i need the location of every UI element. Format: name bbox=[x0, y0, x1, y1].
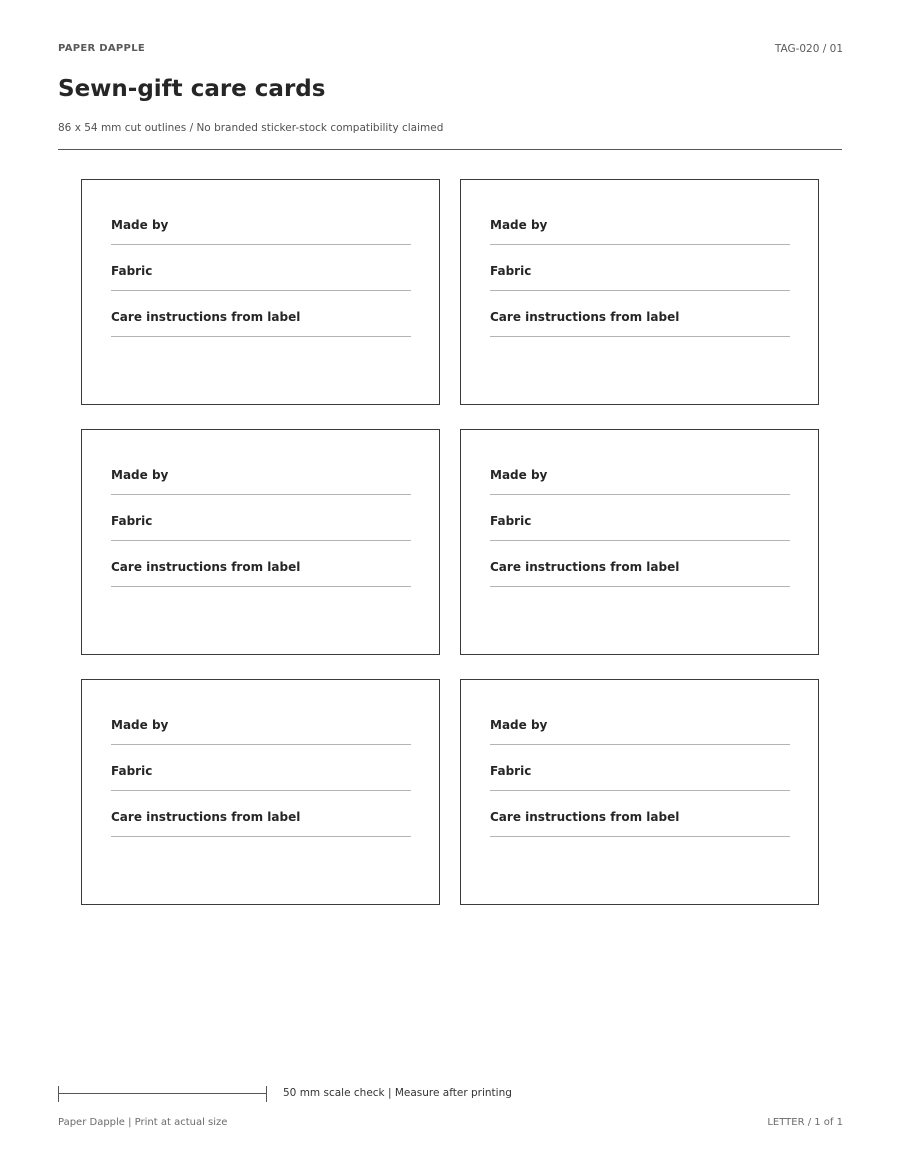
document-id: TAG-020 / 01 bbox=[774, 43, 843, 55]
field-label: Made by bbox=[490, 218, 548, 232]
care-card bbox=[81, 679, 440, 905]
write-in-line bbox=[490, 290, 790, 291]
field-label: Care instructions from label bbox=[490, 560, 680, 574]
write-in-line bbox=[490, 836, 790, 837]
page-subtitle: 86 x 54 mm cut outlines / No branded sticker-stock compatibility claimed bbox=[58, 122, 444, 134]
field-label: Care instructions from label bbox=[111, 560, 301, 574]
card-field-made-by bbox=[490, 216, 790, 262]
card-field-made-by bbox=[490, 716, 790, 762]
card-field-fabric bbox=[490, 762, 790, 808]
field-label: Fabric bbox=[111, 514, 153, 528]
care-card bbox=[460, 429, 819, 655]
card-field-care bbox=[490, 808, 790, 854]
care-card bbox=[81, 429, 440, 655]
card-field-care bbox=[111, 808, 411, 854]
field-label: Made by bbox=[111, 468, 169, 482]
write-in-line bbox=[490, 790, 790, 791]
field-label: Made by bbox=[490, 468, 548, 482]
card-field-made-by bbox=[111, 216, 411, 262]
write-in-line bbox=[111, 744, 411, 745]
write-in-line bbox=[111, 586, 411, 587]
field-label: Made by bbox=[111, 718, 169, 732]
field-label: Care instructions from label bbox=[111, 810, 301, 824]
write-in-line bbox=[111, 836, 411, 837]
field-label: Made by bbox=[111, 218, 169, 232]
care-card bbox=[81, 179, 440, 405]
write-in-line bbox=[490, 244, 790, 245]
write-in-line bbox=[111, 290, 411, 291]
field-label: Made by bbox=[490, 718, 548, 732]
field-label: Fabric bbox=[490, 514, 532, 528]
page-count: LETTER / 1 of 1 bbox=[767, 1117, 843, 1128]
card-field-made-by bbox=[490, 466, 790, 512]
card-field-made-by bbox=[111, 716, 411, 762]
card-field-made-by bbox=[111, 466, 411, 512]
write-in-line bbox=[490, 586, 790, 587]
card-grid bbox=[81, 179, 819, 905]
care-card bbox=[460, 179, 819, 405]
write-in-line bbox=[111, 540, 411, 541]
card-field-fabric bbox=[111, 762, 411, 808]
write-in-line bbox=[490, 744, 790, 745]
field-label: Care instructions from label bbox=[490, 310, 680, 324]
card-field-fabric bbox=[111, 512, 411, 558]
page-title: Sewn-gift care cards bbox=[58, 76, 326, 102]
write-in-line bbox=[111, 336, 411, 337]
write-in-line bbox=[111, 494, 411, 495]
card-field-care bbox=[490, 558, 790, 604]
header-divider bbox=[58, 149, 842, 150]
care-card bbox=[460, 679, 819, 905]
write-in-line bbox=[490, 540, 790, 541]
write-in-line bbox=[111, 790, 411, 791]
field-label: Fabric bbox=[111, 764, 153, 778]
scale-tick-end bbox=[266, 1086, 267, 1102]
field-label: Fabric bbox=[111, 264, 153, 278]
scale-bar-line bbox=[58, 1093, 267, 1094]
brand-label: PAPER DAPPLE bbox=[58, 43, 145, 54]
footer-note: Paper Dapple | Print at actual size bbox=[58, 1117, 228, 1128]
card-field-care bbox=[490, 308, 790, 354]
scale-caption: 50 mm scale check | Measure after printing bbox=[283, 1087, 512, 1099]
write-in-line bbox=[111, 244, 411, 245]
write-in-line bbox=[490, 336, 790, 337]
card-field-care bbox=[111, 558, 411, 604]
field-label: Care instructions from label bbox=[111, 310, 301, 324]
scale-check-bar bbox=[58, 1086, 267, 1102]
field-label: Care instructions from label bbox=[490, 810, 680, 824]
scale-tick-start bbox=[58, 1086, 59, 1102]
field-label: Fabric bbox=[490, 264, 532, 278]
write-in-line bbox=[490, 494, 790, 495]
card-field-fabric bbox=[490, 262, 790, 308]
field-label: Fabric bbox=[490, 764, 532, 778]
card-field-fabric bbox=[111, 262, 411, 308]
card-field-care bbox=[111, 308, 411, 354]
card-field-fabric bbox=[490, 512, 790, 558]
